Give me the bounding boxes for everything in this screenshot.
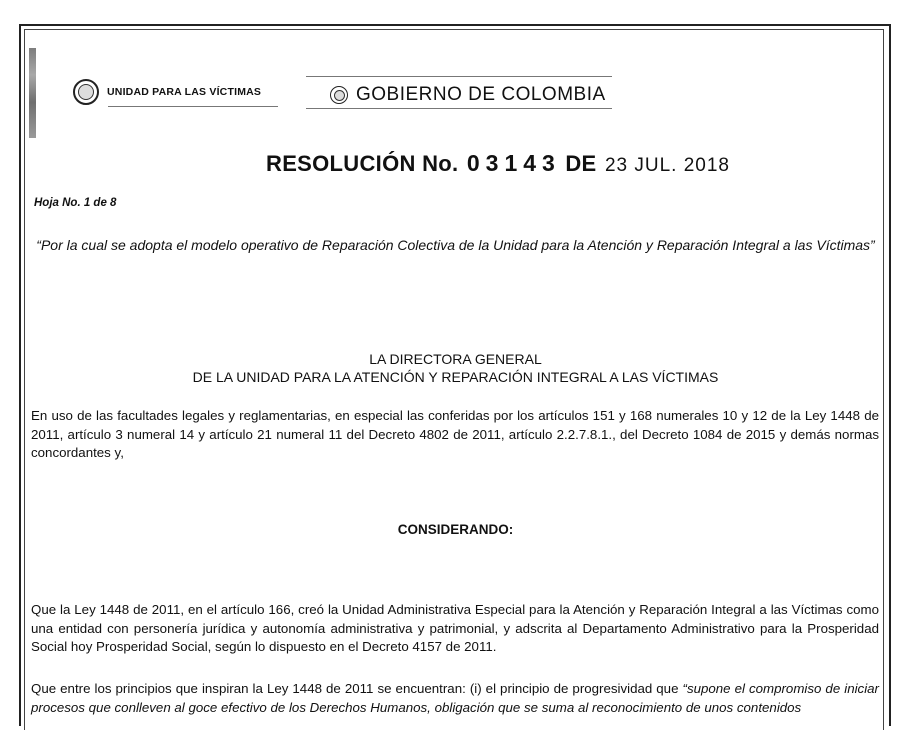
signatory-block <box>34 350 877 386</box>
gov-rule-bottom <box>306 108 612 109</box>
paragraph-1: Que la Ley 1448 de 2011, en el artículo 166, creó la Unidad Administrativa Especial para la Atención y Reparación Integral a las Víctimas como una entidad con personería jurídica y autonomía administrativa y patrimonial, y adscrita al Departamento Administrativo para la Prosperidad Social hoy Prosperidad Social, según lo dispuesto en el Decreto 4157 de 2011. <box>31 602 879 654</box>
resolution-number: 03143 <box>466 150 561 176</box>
gov-rule-top <box>306 76 612 77</box>
resolution-subject: “Por la cual se adopta el modelo operativo de Reparación Colectiva de la Unidad para la Atención y Reparación Integral a las Víctimas” <box>36 237 875 253</box>
logo-divider <box>108 106 278 107</box>
colombia-seal-icon <box>330 86 348 104</box>
paragraph-2 <box>31 680 879 717</box>
unit-name: UNIDAD PARA LAS VÍCTIMAS <box>107 86 262 98</box>
colombia-seal-icon <box>73 79 99 105</box>
page-indicator: Hoja No. 1 de 8 <box>34 197 117 209</box>
authority-paragraph: En uso de las facultades legales y reglamentarias, en especial las conferidas por los artículos 151 y 168 numerales 10 y 12 de la Ley 1448 de 2011, artículo 3 numeral 14 y artículo 21 numeral 11 del Decreto 4802 de 2011, artículo 2.2.7.8.1., del Decreto 1084 de 2015 y demás normas concordantes y, <box>31 408 879 460</box>
government-name: GOBIERNO DE COLOMBIA <box>356 84 606 105</box>
unit-logo <box>73 79 261 105</box>
scan-artifact <box>29 48 36 138</box>
resolution-date: 23 JUL. 2018 <box>604 155 730 176</box>
signatory-entity: DE LA UNIDAD PARA LA ATENCIÓN Y REPARACIÓN INTEGRAL A LAS VÍCTIMAS <box>192 369 719 385</box>
paragraph-2-quote: “supone el compromiso de iniciar procesos que conlleven al goce efectivo de los Derechos Humanos, obligación que se suma al reconocimiento de unos contenidos <box>31 681 879 715</box>
government-logo <box>330 84 606 106</box>
resolution-de: DE <box>565 151 597 176</box>
resolution-title <box>266 150 786 177</box>
resolution-label: RESOLUCIÓN No. <box>266 151 459 176</box>
signatory-title: LA DIRECTORA GENERAL <box>369 351 542 367</box>
considering-heading: CONSIDERANDO: <box>397 522 514 537</box>
paragraph-2-text: Que entre los principios que inspiran la Ley 1448 de 2011 se encuentran: (i) el principio de progresividad que <box>31 681 683 696</box>
